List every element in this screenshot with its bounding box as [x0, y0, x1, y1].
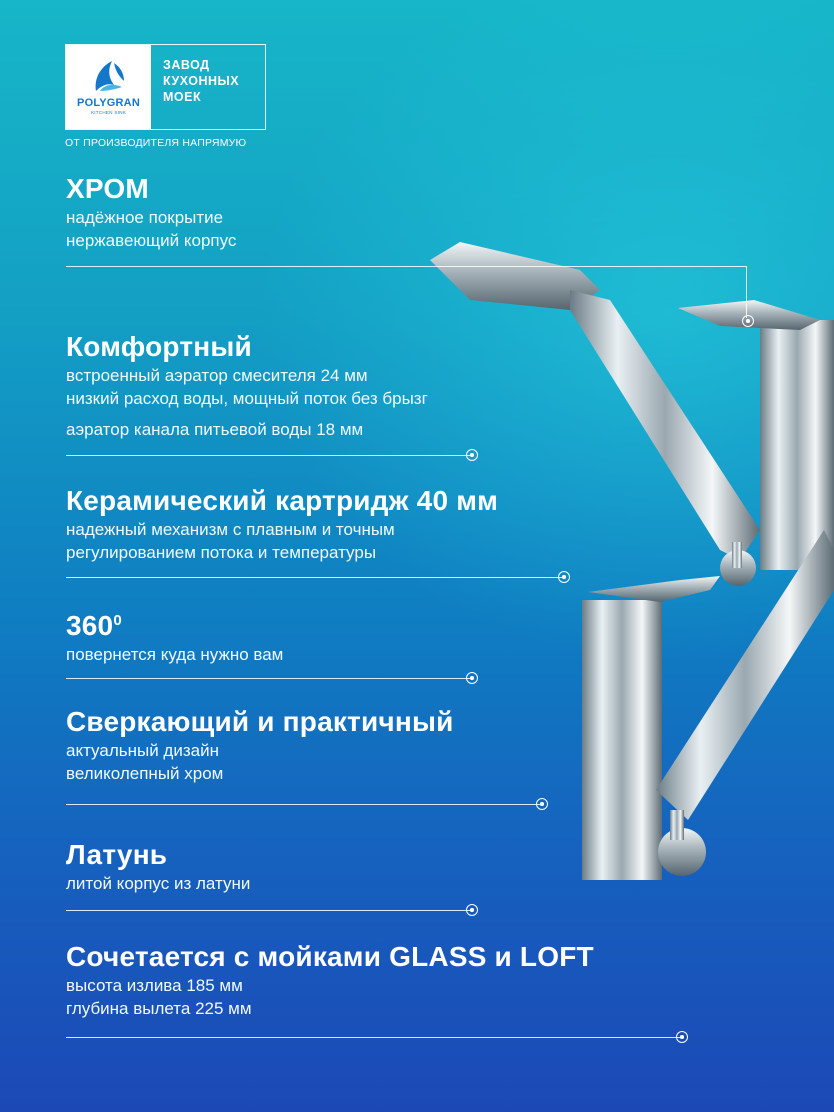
callout-node-icon: [676, 1031, 688, 1043]
feature-title: Сверкающий и практичный: [66, 706, 454, 737]
feature-title: Сочетается с мойками GLASS и LOFT: [66, 941, 594, 972]
callout-line: [66, 577, 562, 578]
callout-line: [66, 1037, 680, 1038]
feature-title: Комфортный: [66, 331, 252, 362]
feature-title: Керамический картридж 40 мм: [66, 485, 499, 516]
logo-mark: [66, 45, 151, 129]
callout-node-icon: [466, 672, 478, 684]
feature-brass: [66, 838, 250, 895]
feature-comfort: [66, 330, 428, 441]
callout-line: [66, 455, 470, 456]
callout-line: [746, 266, 747, 318]
feature-line: актуальный дизайн: [66, 741, 219, 760]
feature-line: глубина вылета 225 мм: [66, 999, 252, 1018]
tagline: ОТ ПРОИЗВОДИТЕЛЯ НАПРЯМУЮ: [65, 137, 247, 149]
feature-line: аэратор канала питьевой воды 18 мм: [66, 420, 364, 439]
callout-node-icon: [536, 798, 548, 810]
logo-text: [163, 57, 239, 105]
feature-line: нержавеющий корпус: [66, 231, 237, 250]
callout-node-icon: [466, 904, 478, 916]
feature-design: [66, 705, 453, 785]
title-text: 360: [66, 610, 114, 641]
callout-line: [66, 678, 470, 679]
logo-line: ЗАВОД: [163, 58, 210, 72]
feature-title: ХРОМ: [66, 173, 149, 204]
feature-line: встроенный аэратор смесителя 24 мм: [66, 366, 368, 385]
feature-line: регулированием потока и температуры: [66, 543, 377, 562]
feature-chrome: [66, 172, 236, 252]
logo: [65, 44, 266, 130]
feature-line: высота излива 185 мм: [66, 976, 243, 995]
feature-title: Латунь: [66, 839, 168, 870]
feature-line: литой корпус из латуни: [66, 874, 251, 893]
feature-compatibility: [66, 940, 594, 1020]
feature-line: надежный механизм с плавным и точным: [66, 520, 395, 539]
callout-node-icon: [558, 571, 570, 583]
callout-line: [66, 804, 540, 805]
feature-line: низкий расход воды, мощный поток без брызг: [66, 389, 428, 408]
feature-line: великолепный хром: [66, 764, 224, 783]
feature-title: [66, 604, 283, 643]
callout-line: [66, 266, 746, 267]
brand-name: POLYGRAN: [77, 97, 140, 109]
logo-line: КУХОННЫХ: [163, 74, 240, 88]
faucet-illustration: [420, 230, 834, 930]
brand-subtitle: KITCHEN SINK: [90, 110, 127, 115]
logo-line: МОЕК: [163, 90, 202, 104]
wave-logo-icon: [90, 55, 128, 95]
feature-cartridge: [66, 484, 498, 564]
title-superscript: 0: [113, 612, 122, 629]
feature-line: надёжное покрытие: [66, 208, 224, 227]
callout-line: [66, 910, 470, 911]
feature-line: повернется куда нужно вам: [66, 645, 284, 664]
feature-360: [66, 604, 283, 666]
callout-node-icon: [466, 449, 478, 461]
callout-node-icon: [742, 315, 754, 327]
